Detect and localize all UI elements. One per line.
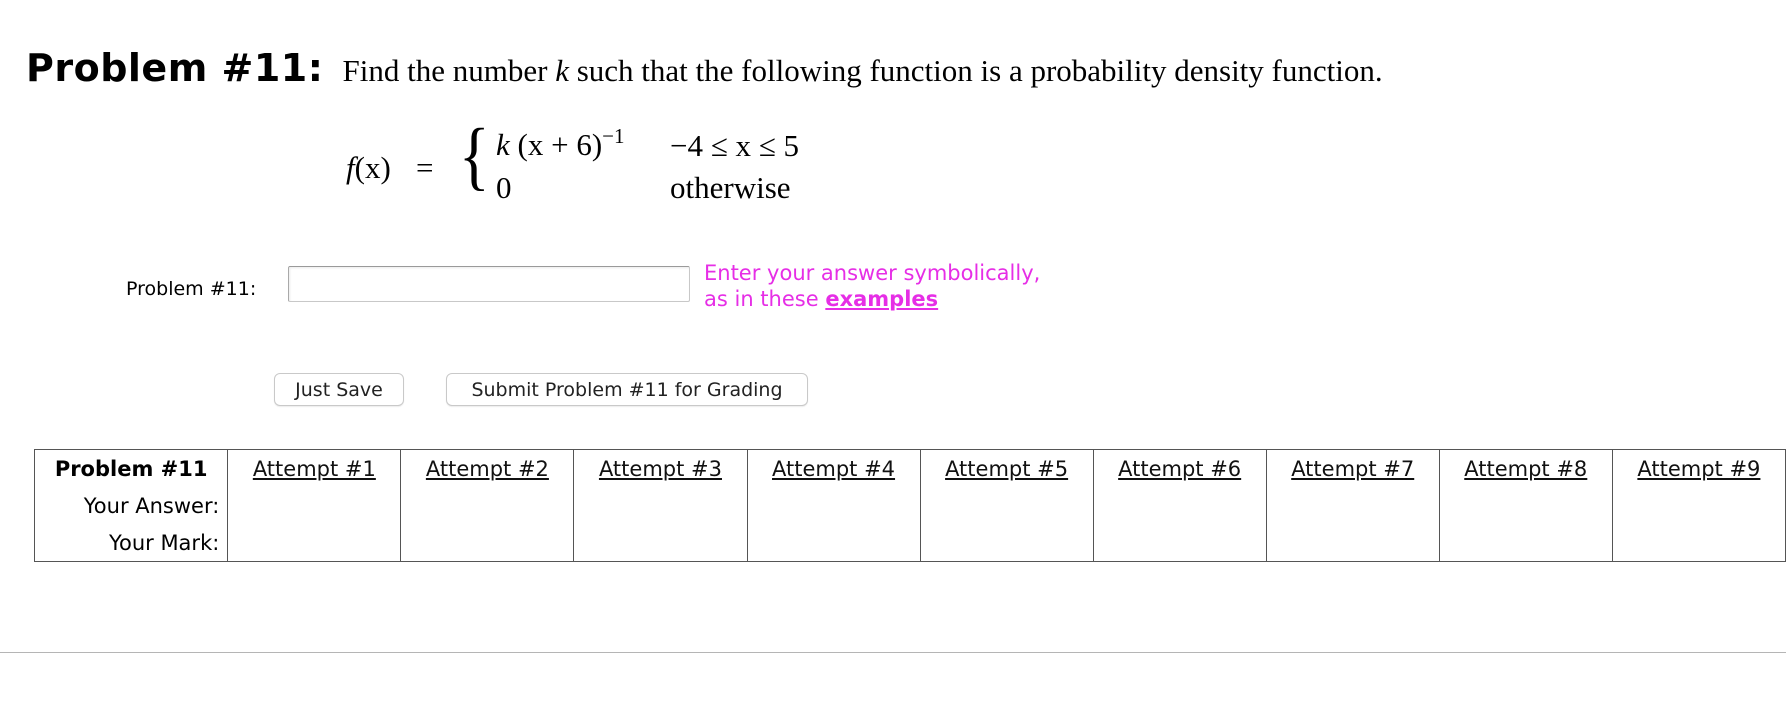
mark-cell — [747, 524, 920, 562]
submit-for-grading-button[interactable]: Submit Problem #11 for Grading — [446, 373, 808, 406]
mark-cell — [1266, 524, 1439, 562]
statement-text-post: such that the following function is a probability density function. — [576, 53, 1383, 88]
formula-condition-1: −4 ≤ x ≤ 5 — [670, 128, 800, 163]
hint-line-2: as in these examples — [704, 287, 939, 311]
mark-cell — [920, 524, 1093, 562]
statement-variable: k — [555, 53, 569, 88]
answer-cell — [1612, 487, 1785, 524]
mark-cell — [574, 524, 747, 562]
piecewise-formula — [346, 114, 866, 218]
attempt-link-9[interactable]: Attempt #9 — [1637, 456, 1761, 481]
attempt-link-8[interactable]: Attempt #8 — [1464, 456, 1588, 481]
attempt-link-7[interactable]: Attempt #7 — [1291, 456, 1415, 481]
problem-header — [26, 46, 1383, 90]
formula-lhs: f(x) — [346, 150, 391, 185]
attempt-col-5 — [920, 450, 1093, 488]
attempt-col-3 — [574, 450, 747, 488]
left-brace-icon: { — [458, 114, 490, 198]
answer-cell — [920, 487, 1093, 524]
problem-statement — [343, 53, 1383, 88]
your-mark-label: Your Mark: — [35, 524, 228, 562]
mark-cell — [228, 524, 401, 562]
your-answer-row — [35, 487, 1786, 524]
formula-case-1: k $(x + 6)^{-1}$ — [496, 124, 625, 162]
problem-title: Problem #11: — [26, 46, 324, 90]
formula-equals: = — [416, 150, 434, 185]
attempt-link-4[interactable]: Attempt #4 — [772, 456, 896, 481]
answer-cell — [1266, 487, 1439, 524]
answer-label: Problem #11: — [126, 278, 257, 300]
attempt-link-3[interactable]: Attempt #3 — [598, 456, 722, 481]
your-answer-label: Your Answer: — [35, 487, 228, 524]
attempt-col-7 — [1266, 450, 1439, 488]
just-save-button[interactable]: Just Save — [274, 373, 404, 406]
attempt-link-1[interactable]: Attempt #1 — [252, 456, 376, 481]
attempt-link-5[interactable]: Attempt #5 — [945, 456, 1069, 481]
mark-cell — [1439, 524, 1612, 562]
examples-link[interactable]: examples — [825, 287, 939, 311]
mark-cell — [1093, 524, 1266, 562]
answer-cell — [1439, 487, 1612, 524]
answer-cell — [401, 487, 574, 524]
formula-case-2: 0 — [496, 170, 512, 205]
attempt-col-6 — [1093, 450, 1266, 488]
mark-cell — [1612, 524, 1785, 562]
answer-cell — [1093, 487, 1266, 524]
hint-line-1: Enter your answer symbolically, — [704, 261, 1041, 285]
formula-condition-2: otherwise — [670, 170, 791, 205]
attempt-col-2 — [401, 450, 574, 488]
attempt-col-9 — [1612, 450, 1785, 488]
attempt-col-1 — [228, 450, 401, 488]
attempt-col-4 — [747, 450, 920, 488]
mark-cell — [401, 524, 574, 562]
attempts-table — [34, 449, 1786, 562]
attempts-table-header: Problem #11 — [35, 450, 228, 488]
answer-cell — [574, 487, 747, 524]
attempts-header-row — [35, 450, 1786, 488]
attempt-link-6[interactable]: Attempt #6 — [1118, 456, 1242, 481]
attempt-link-2[interactable]: Attempt #2 — [425, 456, 549, 481]
statement-text-pre: Find the number — [342, 53, 548, 88]
your-mark-row — [35, 524, 1786, 562]
answer-hint — [704, 260, 1040, 312]
answer-input[interactable] — [288, 266, 690, 302]
answer-cell — [228, 487, 401, 524]
attempt-col-8 — [1439, 450, 1612, 488]
answer-cell — [747, 487, 920, 524]
